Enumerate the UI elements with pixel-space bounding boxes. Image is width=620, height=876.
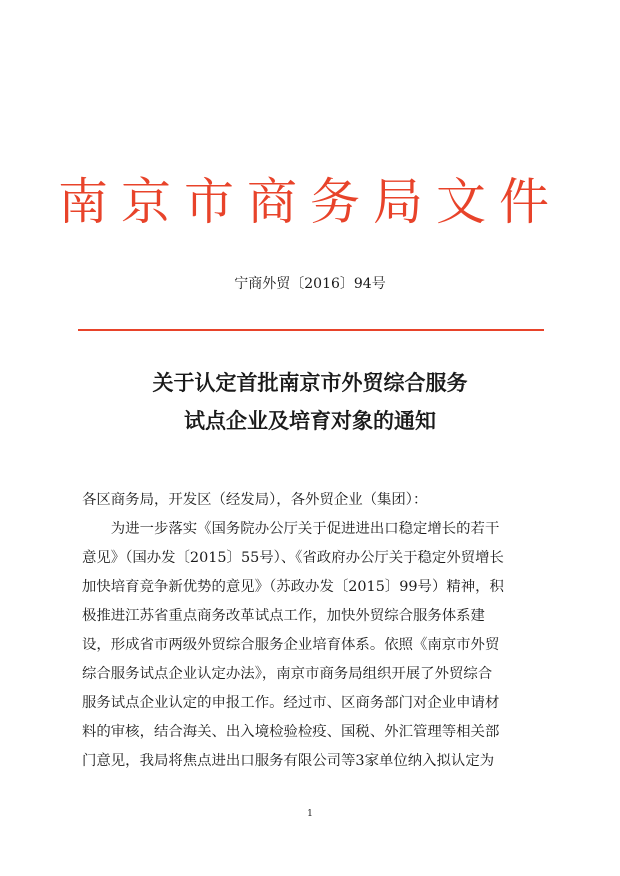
body-line: 门意见，我局将焦点进出口服务有限公司等3家单位纳入拟认定为 [82, 753, 495, 769]
body-line: 服务试点企业认定的申报工作。经过市、区商务部门对企业申请材 [82, 695, 500, 711]
salutation: 各区商务局，开发区（经发局），各外贸企业（集团）： [82, 492, 428, 508]
body-line: 意见》（国办发〔2015〕55号）、《省政府办公厅关于稳定外贸增长 [82, 550, 504, 566]
body-line: 加快培育竞争新优势的意见》（苏政办发〔2015〕99号）精神，积 [82, 579, 504, 595]
page-number: 1 [307, 809, 313, 819]
body-line: 料的审核，结合海关、出入境检验检疫、国税、外汇管理等相关部 [82, 724, 500, 740]
body-line: 为进一步落实《国务院办公厅关于促进进出口稳定增长的若干 [82, 521, 500, 537]
red-divider [78, 329, 544, 331]
document-body [82, 486, 540, 776]
subject-line-2: 试点企业及培育对象的通知 [184, 408, 436, 433]
body-line: 极推进江苏省重点商务改革试点工作，加快外贸综合服务体系建 [82, 608, 485, 624]
document-header-title: 南京市商务局文件 [58, 173, 562, 231]
subject-line-1: 关于认定首批南京市外贸综合服务 [152, 370, 468, 395]
body-line: 设，形成省市两级外贸综合服务企业培育体系。依照《南京市外贸 [82, 637, 500, 653]
body-line: 综合服务试点企业认定办法》，南京市商务局组织开展了外贸综合 [82, 666, 493, 682]
document-subject [0, 364, 620, 440]
document-number: 宁商外贸〔2016〕94号 [234, 276, 386, 292]
